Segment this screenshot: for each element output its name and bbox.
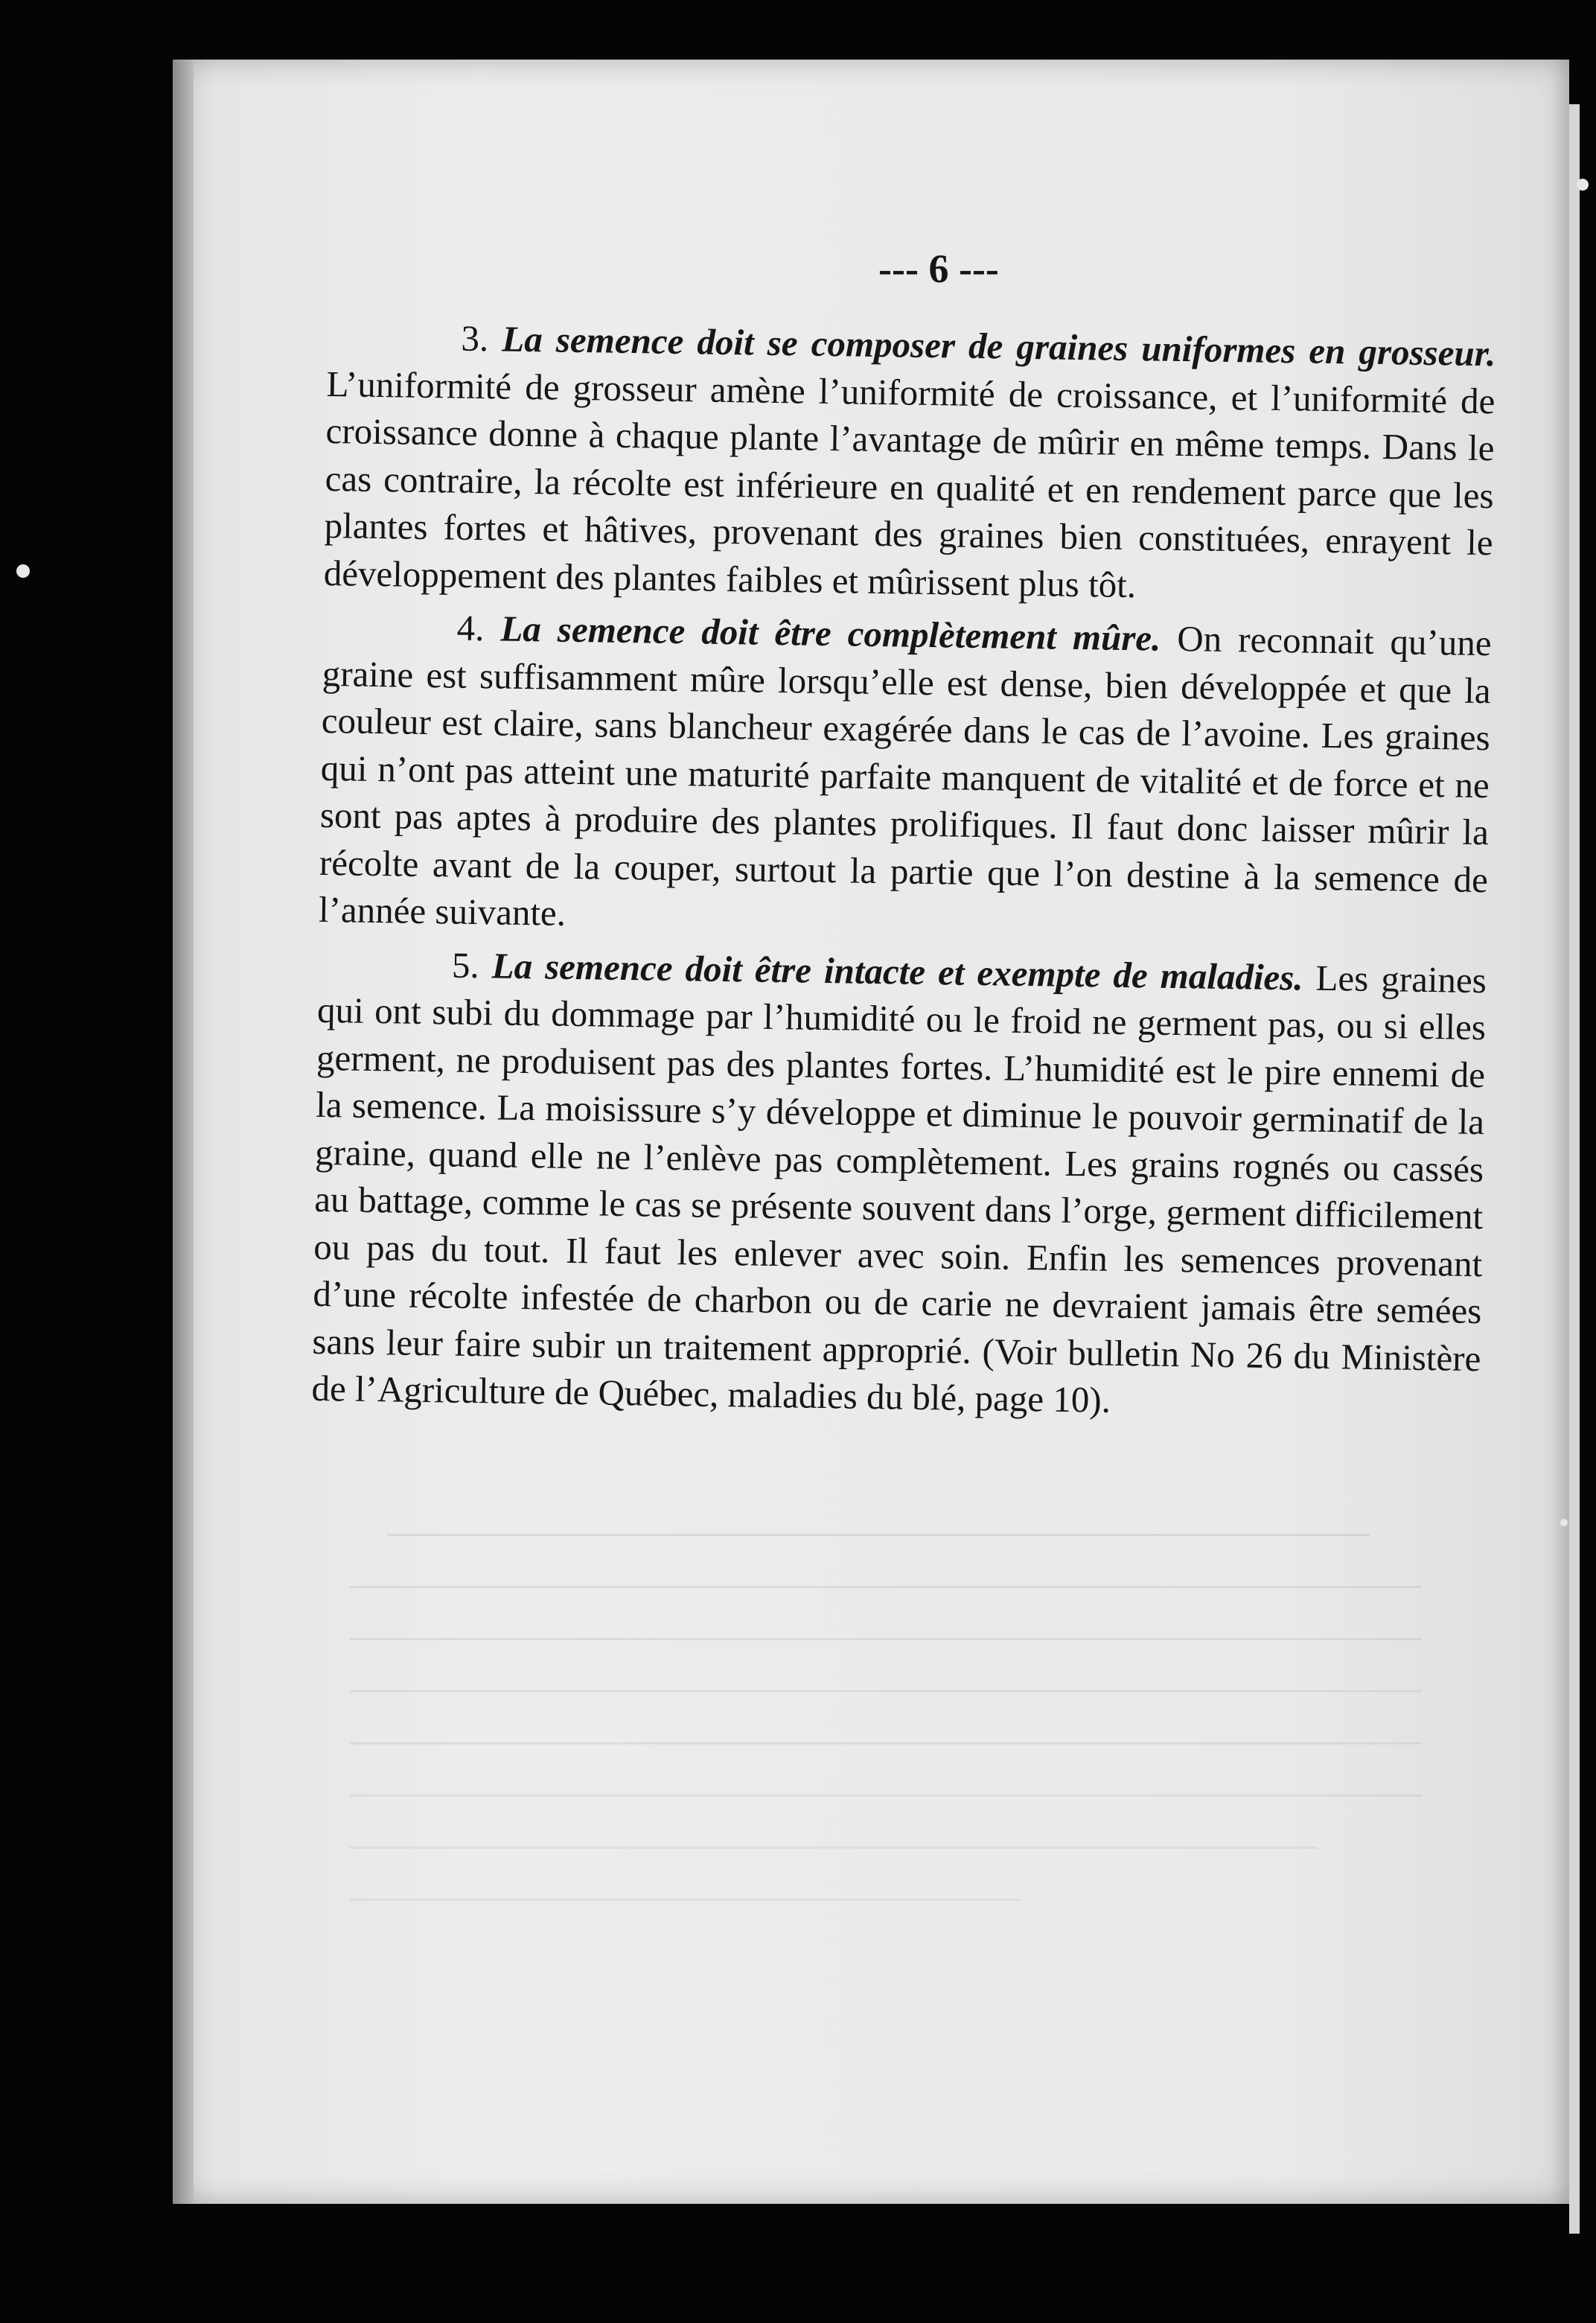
bleed-through-line xyxy=(350,1690,1422,1692)
paragraph-4 xyxy=(319,602,1492,951)
bleed-through-line xyxy=(350,1586,1422,1588)
page-number: --- 6 --- xyxy=(878,246,999,291)
bleed-through-line xyxy=(350,1846,1318,1849)
page-right-margin-strip xyxy=(1569,104,1580,2234)
page-binding-edge xyxy=(173,60,194,2204)
paragraph-5 xyxy=(311,939,1487,1429)
scan-speck xyxy=(1577,179,1589,191)
bleed-through-line xyxy=(350,1899,1020,1901)
scan-speck xyxy=(16,564,30,578)
paragraph-number: 3. xyxy=(461,317,489,360)
paragraph-heading: La semence doit être intacte et exempte de maladies. xyxy=(491,944,1304,998)
paragraph-text: L’uniformité de grosseur amène l’uniformité de croissance, et l’uniformité de croissance donne à chaque plante l’avantage de mûrir en même temps. Dans le cas contraire, la récolte est inférieure en qualité et en rendement parce que les plantes fortes et hâtives, provenant des graines bien constituées, enrayent le développement des plantes faibles et mûrissent plus tôt. xyxy=(323,363,1496,605)
paragraph-heading: La semence doit se composer de graines uniformes en grosseur. xyxy=(501,318,1496,375)
paragraph-3 xyxy=(323,313,1496,614)
paragraph-number: 5. xyxy=(451,944,480,986)
bleed-through-line xyxy=(387,1534,1370,1536)
document-body xyxy=(311,313,1496,1430)
bleed-through-line xyxy=(350,1638,1422,1640)
bleed-through-line xyxy=(350,1794,1422,1797)
paragraph-number: 4. xyxy=(456,607,485,649)
scan-speck xyxy=(1560,1519,1568,1526)
paragraph-text: On reconnait qu’une graine est suffisamment mûre lorsqu’elle est dense, bien développée et que la couleur est claire, sans blancheur exagérée dans le cas de l’avoine. Les graines qui n’ont pas atteint une maturité parfaite manquent de vitalité et de force et ne sont pas aptes à produire des plantes prolifiques. Il faut donc laisser mûrir la récolte avant de la couper, surtout la partie que l’on destine à la semence de l’année suivante. xyxy=(318,617,1493,934)
bleed-through-line xyxy=(350,1742,1422,1744)
paragraph-text: Les graines qui ont subi du dommage par l’humidité ou le froid ne germent pas, ou si elles germent, ne produisent pas des plantes fortes. L’humidité est le pire ennemi de la semence. La moisissure s’y développe et diminue le pouvoir germinatif de la graine, quand elle ne l’enlève pas complètement. Les grains rognés ou cassés au battage, comme le cas se présente souvent dans l’orge, germent difficilement ou pas du tout. Il faut les enlever avec soin. Enfin les semences provenant d’une récolte infestée de charbon ou de carie ne devraient jamais être semées sans leur faire subir un traitement approprié. (Voir bulletin No 26 du Ministère de l’Agriculture de Québec, maladies du blé, page 10). xyxy=(311,957,1487,1421)
paragraph-heading: La semence doit être complètement mûre. xyxy=(500,608,1161,659)
